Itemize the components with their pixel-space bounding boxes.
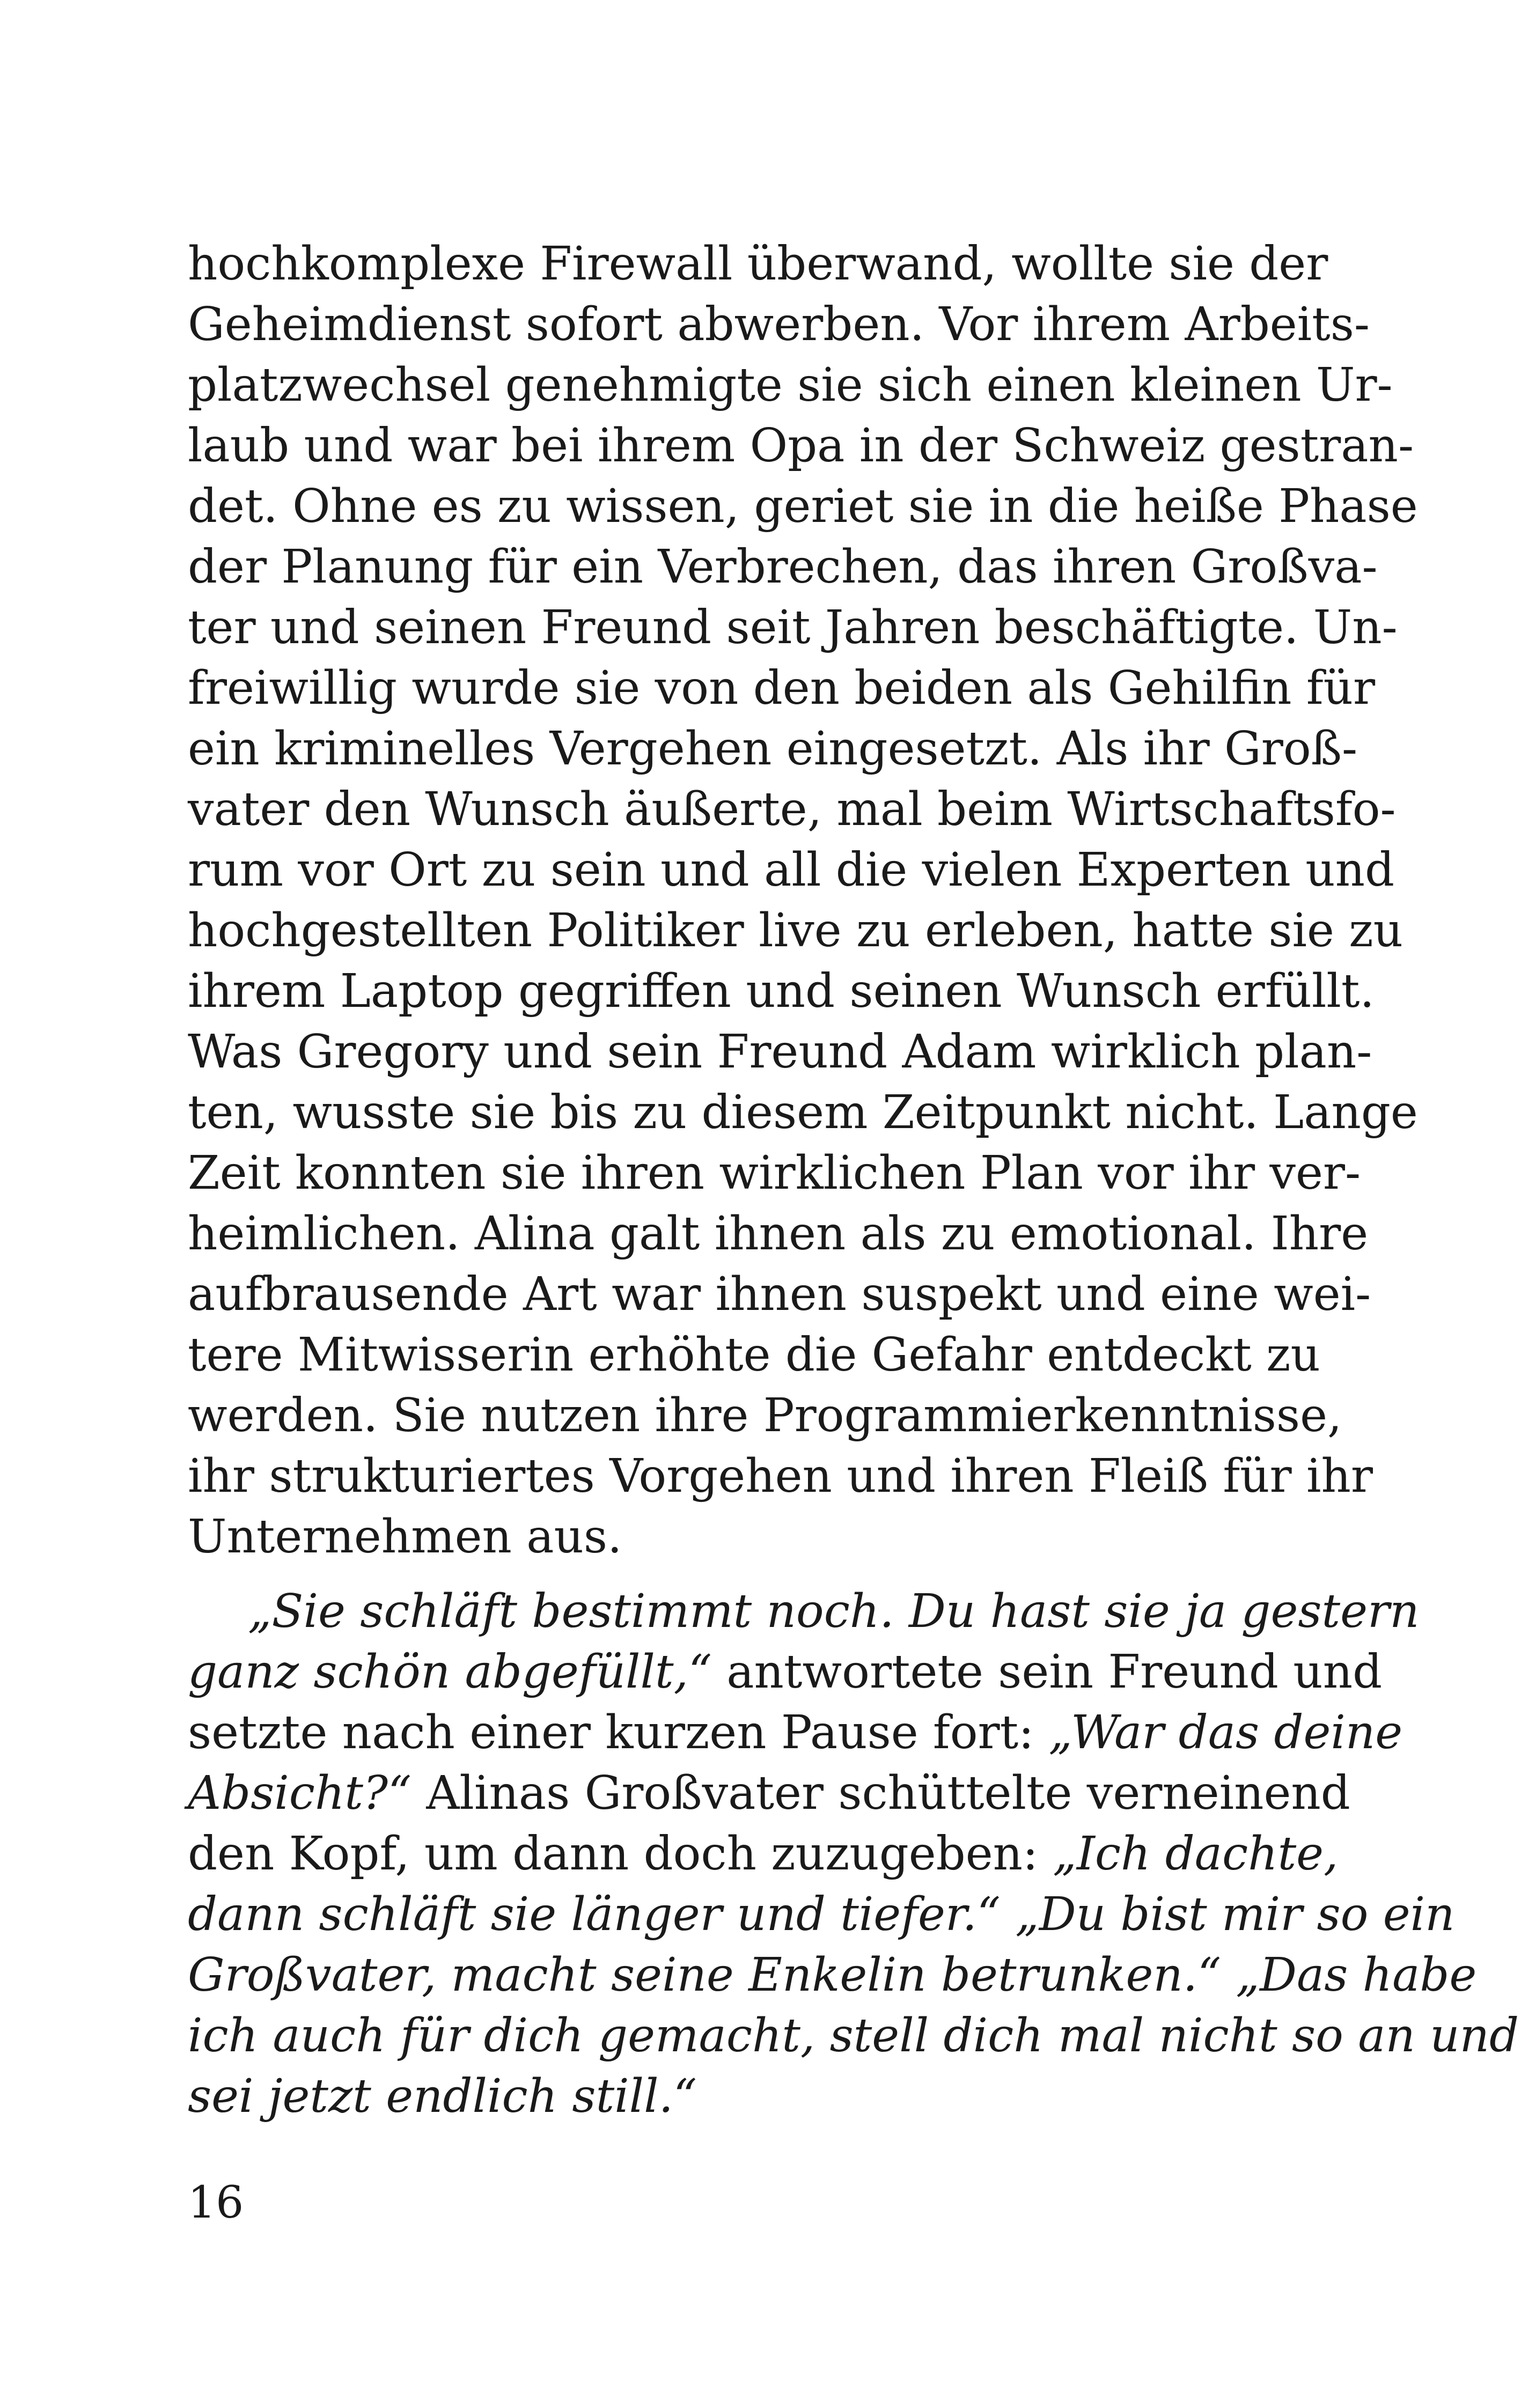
text-line: werden. Sie nutzen ihre Programmierkenntnisse, (188, 1389, 1342, 1442)
text-line (188, 1703, 1403, 1763)
text-line: Geheimdienst sofort abwerben. Vor ihrem Arbeits- (188, 298, 1370, 351)
text-line: hochgestellten Politiker live zu erleben, hatte sie zu (188, 904, 1403, 958)
dialogue-text: „War das deine (1048, 1706, 1403, 1759)
page-number: 16 (188, 2177, 244, 2228)
narration-text: den Kopf, um dann doch zuzugeben: (188, 1827, 1053, 1881)
narration-text: antwortete sein Freund und (711, 1645, 1383, 1699)
text-line: heimlichen. Alina galt ihnen als zu emotional. Ihre (188, 1207, 1369, 1261)
text-line: Zeit konnten sie ihren wirklichen Plan vor ihr ver- (188, 1146, 1361, 1200)
text-line: ihr strukturiertes Vorgehen und ihren Fleiß für ihr (188, 1449, 1373, 1503)
text-line (188, 2066, 1293, 2127)
dialogue-text: ich auch für dich gemacht, stell dich mal nicht so an und (188, 2009, 1519, 2063)
text-line (188, 1884, 1455, 1945)
dialogue-text: sei jetzt endlich still.“ (188, 2070, 697, 2123)
text-line: der Planung für ein Verbrechen, das ihren Großva- (188, 540, 1378, 594)
dialogue-text: ganz schön abgefüllt,“ (188, 1645, 712, 1699)
text-line: Was Gregory und sein Freund Adam wirklich plan- (188, 1025, 1372, 1079)
text-line: Unternehmen aus. (188, 1510, 622, 1564)
text-line: vater den Wunsch äußerte, mal beim Wirtschaftsfo- (188, 783, 1396, 836)
dialogue-text: Großvater, macht seine Enkelin betrunken.“ „Das habe (188, 1948, 1477, 2002)
dialogue-text: „Sie schläft bestimmt noch. Du hast sie ja gestern (248, 1585, 1420, 1638)
text-line: ten, wusste sie bis zu diesem Zeitpunkt nicht. Lange (188, 1086, 1418, 1139)
narration-text: Alinas Großvater schüttelte verneinend (411, 1766, 1350, 1820)
text-line (188, 1642, 1383, 1703)
text-line (188, 1581, 1420, 1642)
dialogue-text: „Ich dachte, (1053, 1827, 1339, 1881)
dialogue-text: dann schläft sie länger und tiefer.“ „Du bist mir so ein (188, 1888, 1455, 1941)
paragraph-1 (188, 234, 1418, 1567)
text-line: hochkomplexe Firewall überwand, wollte sie der (188, 237, 1328, 291)
text-line: ihrem Laptop gegriffen und seinen Wunsch erfüllt. (188, 964, 1375, 1018)
text-line (188, 1824, 1339, 1884)
text-line (188, 1945, 1477, 2006)
text-line (188, 1763, 1350, 1824)
text-line: aufbrausende Art war ihnen suspekt und eine wei- (188, 1268, 1371, 1321)
text-line: tere Mitwisserin erhöhte die Gefahr entdeckt zu (188, 1328, 1320, 1382)
dialogue-text: Absicht?“ (188, 1766, 412, 1820)
text-line: rum vor Ort zu sein und all die vielen Experten und (188, 843, 1395, 897)
text-line (188, 2006, 1519, 2066)
text-line: ter und seinen Freund seit Jahren beschäftigte. Un- (188, 601, 1398, 654)
text-line: ein kriminelles Vergehen eingesetzt. Als ihr Groß- (188, 722, 1358, 776)
text-line: det. Ohne es zu wissen, geriet sie in die heiße Phase (188, 480, 1418, 533)
text-line: laub und war bei ihrem Opa in der Schweiz gestran- (188, 419, 1414, 473)
narration-text: setzte nach einer kurzen Pause fort: (188, 1706, 1049, 1759)
text-line: freiwillig wurde sie von den beiden als Gehilfin für (188, 661, 1376, 715)
paragraph-2 (188, 1581, 1519, 2127)
text-line: platzwechsel genehmigte sie sich einen kleinen Ur- (188, 358, 1393, 412)
